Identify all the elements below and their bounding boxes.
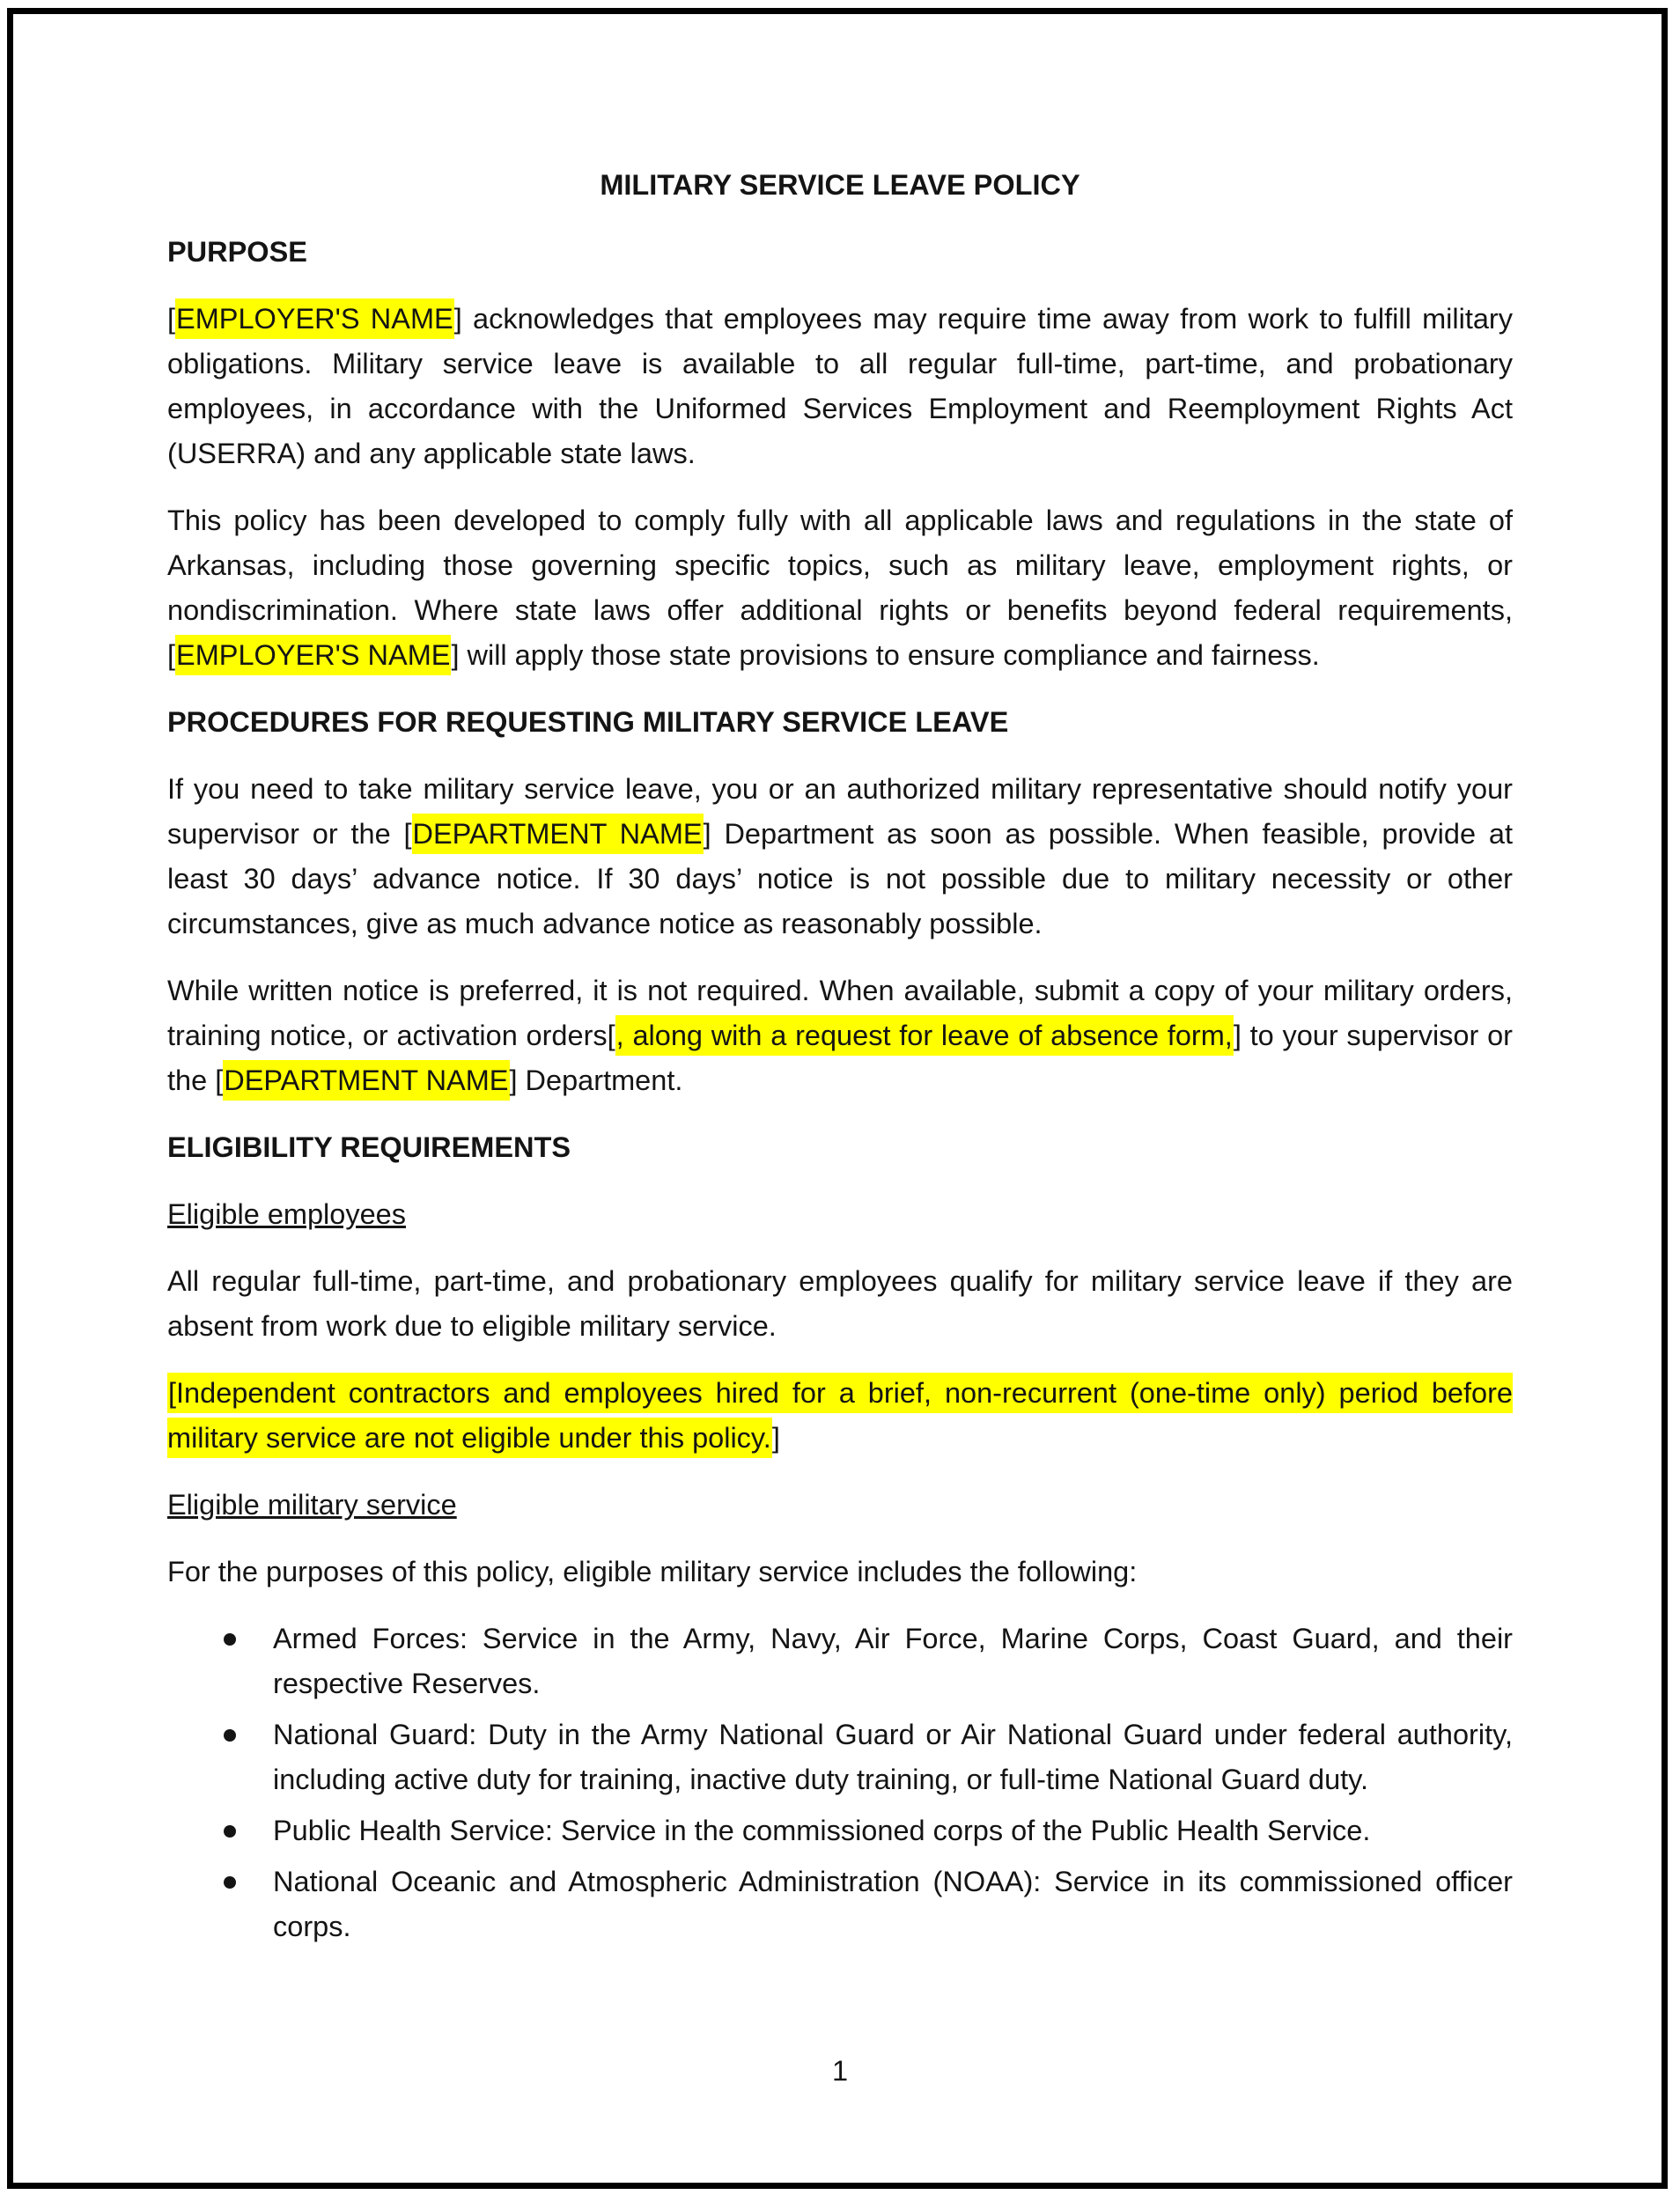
list-item-text: National Oceanic and Atmospheric Administration (NOAA): Service in its commissioned officer corps. [273, 1866, 1513, 1942]
bullet-list [167, 1617, 1513, 1949]
text-run: ] [771, 1422, 780, 1454]
list-item [167, 1860, 1513, 1949]
list-item [167, 1617, 1513, 1706]
document-body [167, 163, 1513, 1956]
list-item-text: National Guard: Duty in the Army National Guard or Air National Guard under federal authority, including active duty for training, inactive duty training, or full-time National Guard duty. [273, 1719, 1513, 1795]
text-run: ] Department as soon as possible. When feasible, provide at least 30 days’ advance notice. If 30 days’ notice is not possible due to military necessity or other circumstances, give as much advance notice as reasonably possible. [167, 818, 1513, 939]
list-item [167, 1713, 1513, 1802]
paragraph-eligible-employees: All regular full-time, part-time, and probationary employees qualify for military service leave if they are absent from work due to eligible military service. [167, 1265, 1513, 1342]
subheading-eligible-employees: Eligible employees [167, 1198, 406, 1230]
bullet-icon [224, 1825, 236, 1838]
highlighted-placeholder-department-name: DEPARTMENT NAME [223, 1060, 509, 1101]
text-run: ] will apply those state provisions to ensure compliance and fairness. [451, 639, 1320, 671]
text-run: [ [167, 303, 176, 335]
section-heading-procedures: PROCEDURES FOR REQUESTING MILITARY SERVICE LEAVE [167, 706, 1009, 738]
text-run: This policy has been developed to comply fully with all applicable laws and regulations in the state of Arkansas, including those governing specific topics, such as military leave, employment rights, or nondiscrimination. Where state laws offer additional rights or benefits beyond federal requirements, [ [167, 505, 1513, 671]
highlighted-optional-paragraph: [Independent contractors and employees hired for a brief, non-recurrent (one-time only) period before military service are not eligible under this policy. [167, 1373, 1513, 1458]
section-heading-purpose: PURPOSE [167, 236, 307, 268]
paragraph-purpose-2 [167, 498, 1513, 678]
document-title: MILITARY SERVICE LEAVE POLICY [600, 169, 1080, 201]
list-item [167, 1808, 1513, 1853]
list-item-text: Public Health Service: Service in the commissioned corps of the Public Health Service. [273, 1815, 1371, 1846]
paragraph-purpose-1 [167, 297, 1513, 476]
paragraph-procedures-2 [167, 969, 1513, 1103]
highlighted-placeholder-employers-name: EMPLOYER'S NAME [175, 298, 454, 339]
section-heading-eligibility: ELIGIBILITY REQUIREMENTS [167, 1131, 571, 1163]
highlighted-placeholder-department-name: DEPARTMENT NAME [412, 814, 704, 854]
text-run: ] to your supervisor or the [ [167, 1020, 1513, 1096]
text-run: ] Department. [509, 1064, 683, 1096]
paragraph-procedures-1 [167, 767, 1513, 947]
subheading-eligible-military-service: Eligible military service [167, 1489, 457, 1521]
highlighted-placeholder-employers-name: EMPLOYER'S NAME [175, 635, 451, 675]
bullet-icon [224, 1876, 236, 1889]
highlighted-optional-clause: , along with a request for leave of absence form, [615, 1015, 1234, 1056]
text-run: While written notice is preferred, it is not required. When available, submit a copy of your military orders, training notice, or activation orders[ [167, 975, 1513, 1051]
text-run: If you need to take military service leave, you or an authorized military representative should notify your supervisor or the [ [167, 773, 1513, 850]
bullet-icon [224, 1633, 236, 1646]
page-number: 1 [831, 2055, 849, 2087]
paragraph-eligible-service-intro: For the purposes of this policy, eligible military service includes the following: [167, 1556, 1138, 1587]
paragraph-contractors-exclusion [167, 1371, 1513, 1461]
list-item-text: Armed Forces: Service in the Army, Navy, Air Force, Marine Corps, Coast Guard, and their respective Reserves. [273, 1623, 1513, 1699]
bullet-icon [224, 1729, 236, 1742]
text-run: ] acknowledges that employees may require time away from work to fulfill military obligations. Military service leave is available to all regular full-time, part-time, and probationary employees, in accordance with the Uniformed Services Employment and Reemployment Rights Act (USERRA) and any applicable state laws. [167, 303, 1513, 469]
